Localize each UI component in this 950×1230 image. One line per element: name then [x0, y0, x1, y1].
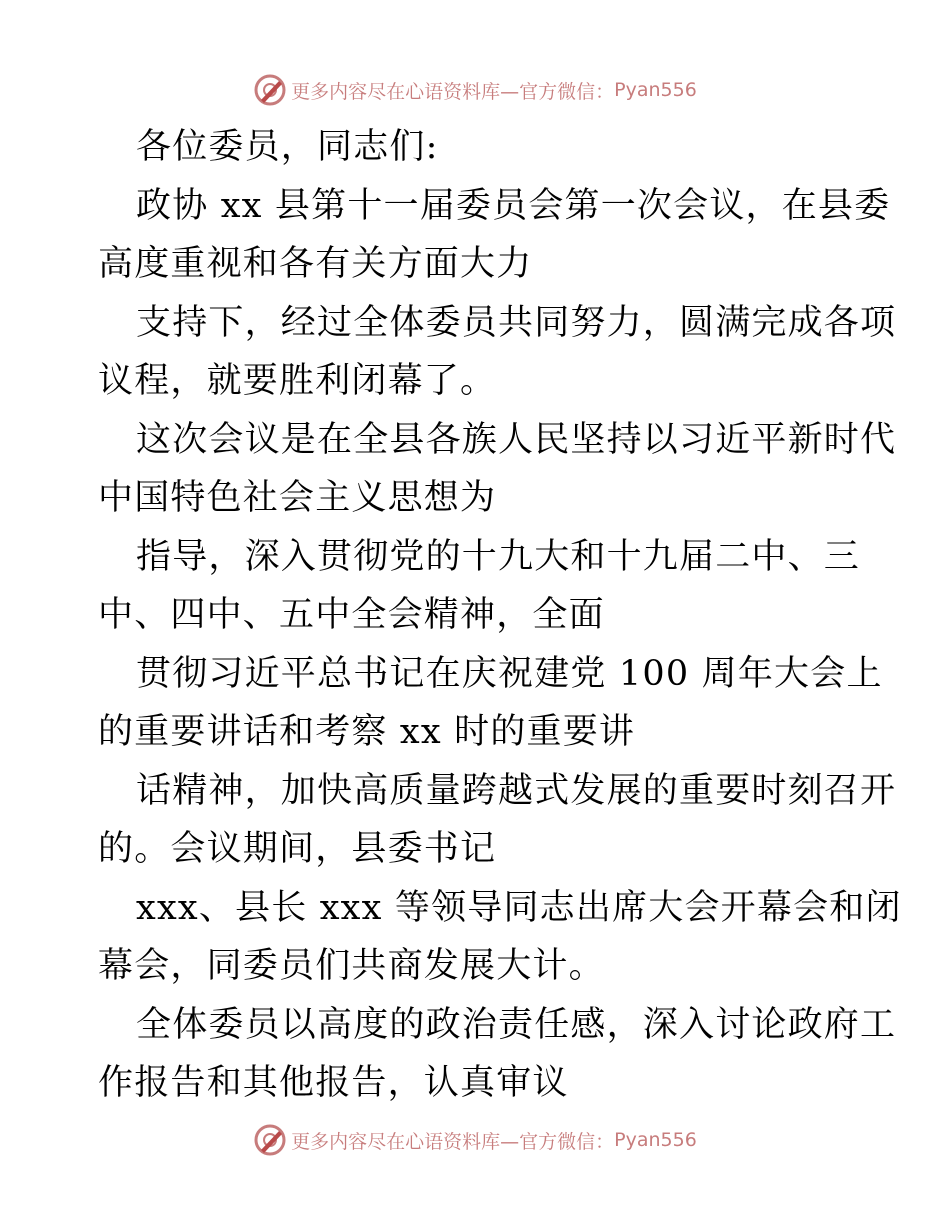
text-line: 中、四中、五中全会精神，全面	[98, 595, 605, 635]
text-line: 全体委员以高度的政治责任感，深入讨论政府工	[136, 1004, 897, 1045]
text-line: 这次会议是在全县各族人民坚持以习近平新时代	[136, 419, 897, 460]
watermark-text: 更多内容尽在心语资料库—官方微信：	[291, 80, 615, 103]
header-watermark	[0, 70, 950, 110]
text-line: 政协 xx 县第十一届委员会第一次会议，在县委	[136, 185, 891, 226]
text-line: 话精神，加快高质量跨越式发展的重要时刻召开	[136, 770, 897, 811]
text-line: 指导，深入贯彻党的十九大和十九届二中、三	[136, 536, 861, 577]
text-line: 的重要讲话和考察 xx 时的重要讲	[98, 712, 636, 752]
text-line: 贯彻习近平总书记在庆祝建党 100 周年大会上	[136, 653, 883, 694]
text-line: 高度重视和各有关方面大力	[98, 244, 533, 284]
watermark-account: Pyan556	[614, 1129, 697, 1151]
watermark-text: 更多内容尽在心语资料库—官方微信：	[291, 1130, 615, 1153]
text-line: 各位委员，同志们:	[136, 127, 439, 167]
text-line: 支持下，经过全体委员共同努力，圆满完成各项	[136, 302, 897, 343]
text-line: 的。会议期间，县委书记	[98, 829, 497, 869]
text-line: xxx、县长 xxx 等领导同志出席大会开幕会和闭	[136, 887, 902, 928]
document-body	[98, 118, 902, 1113]
footer-watermark	[0, 1120, 950, 1160]
text-line: 议程，就要胜利闭幕了。	[98, 361, 497, 401]
text-line: 作报告和其他报告，认真审议	[98, 1063, 569, 1103]
pen-logo-icon	[253, 73, 287, 107]
text-line: 幕会，同委员们共商发展大计。	[98, 946, 605, 986]
pen-logo-icon	[253, 1123, 287, 1157]
text-line: 中国特色社会主义思想为	[98, 478, 497, 518]
watermark-account: Pyan556	[614, 79, 697, 101]
